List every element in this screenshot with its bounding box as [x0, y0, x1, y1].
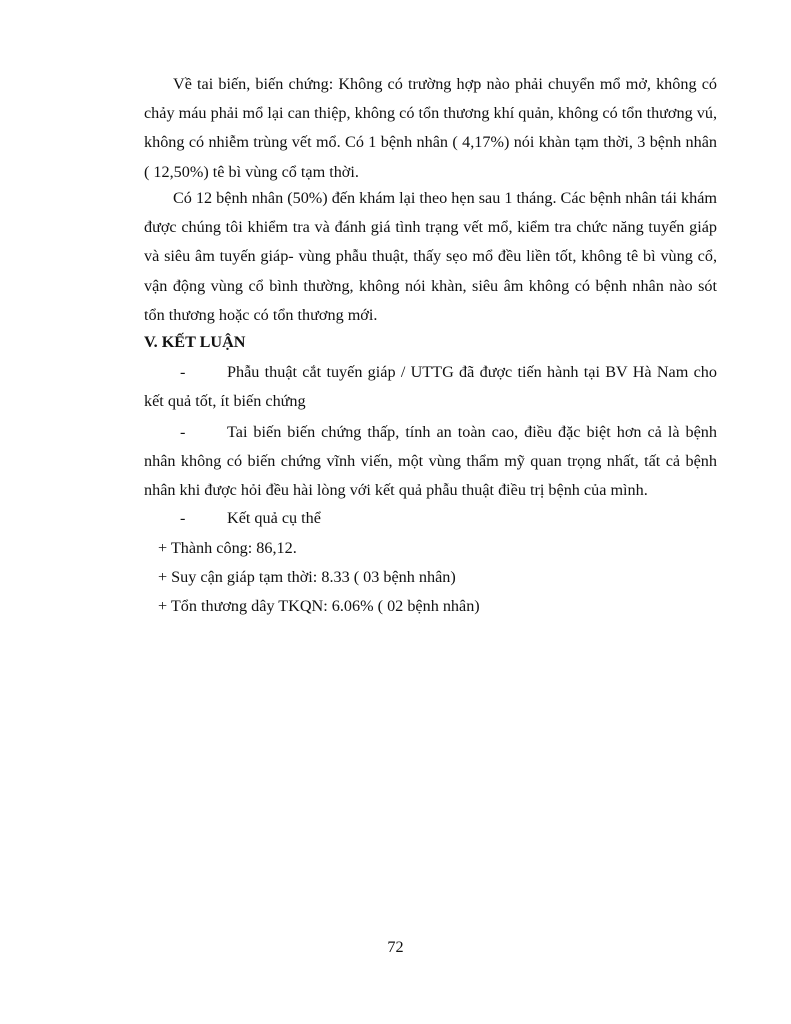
- conclusion-bullet: [144, 418, 717, 506]
- bullet-marker: -: [180, 423, 186, 441]
- page-number: 72: [387, 938, 404, 956]
- section-heading-conclusion: V. KẾT LUẬN: [144, 333, 246, 351]
- conclusion-bullet: [144, 358, 717, 416]
- bullet-marker: -: [180, 509, 186, 527]
- result-line-nerve-injury: + Tổn thương dây TKQN: 6.06% ( 02 bệnh nhân): [158, 597, 480, 615]
- conclusion-bullet: [144, 504, 717, 533]
- bullet-text: Phẫu thuật cắt tuyến giáp / UTTG đã được tiến hành tại BV Hà Nam cho kết quả tốt, ít biến chứng: [144, 363, 717, 411]
- result-line-success: + Thành công: 86,12.: [158, 539, 297, 557]
- bullet-marker: -: [180, 363, 186, 381]
- result-line-hypoparathyroidism: + Suy cận giáp tạm thời: 8.33 ( 03 bệnh nhân): [158, 568, 456, 586]
- bullet-text: Tai biến biến chứng thấp, tính an toàn cao, điều đặc biệt hơn cả là bệnh nhân không có biến chứng vĩnh viến, một vùng thẩm mỹ quan trọng nhất, tất cả bệnh nhân khi được hỏi đều hài lòng với kết quả phẫu thuật điều trị bệnh của mình.: [144, 423, 717, 500]
- paragraph-follow-up: Có 12 bệnh nhân (50%) đến khám lại theo hẹn sau 1 tháng. Các bệnh nhân tái khám được chúng tôi khiểm tra và đánh giá tình trạng vết mổ, kiểm tra chức năng tuyến giáp và siêu âm tuyến giáp- vùng phẫu thuật, thấy sẹo mổ đều liền tốt, không tê bì vùng cổ, vận động vùng cổ bình thường, không nói khàn, siêu âm không có bệnh nhân nào sót tổn thương hoặc có tổn thương mới.: [144, 189, 717, 324]
- paragraph-complications: Về tai biến, biến chứng: Không có trường hợp nào phải chuyển mổ mở, không có chảy máu phải mổ lại can thiệp, không có tổn thương khí quản, không có tổn thương vú, không có nhiễm trùng vết mổ. Có 1 bệnh nhân ( 4,17%) nói khàn tạm thời, 3 bệnh nhân ( 12,50%) tê bì vùng cổ tạm thời.: [144, 75, 717, 181]
- bullet-text: Kết quả cụ thể: [227, 509, 321, 527]
